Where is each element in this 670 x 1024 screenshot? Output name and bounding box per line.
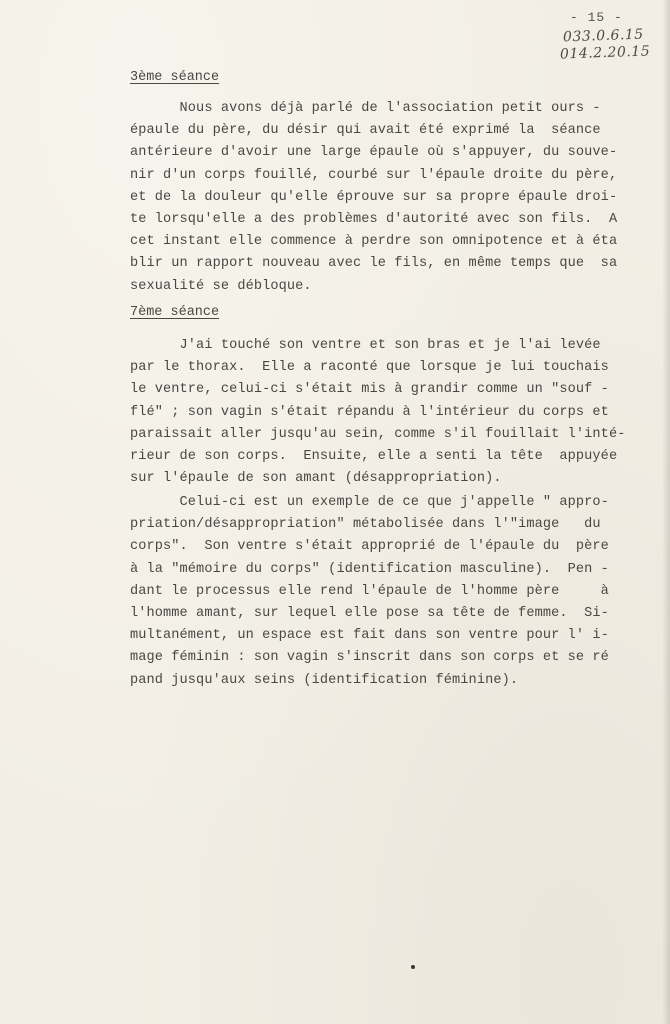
section-heading-3eme-seance: 3ème séance [130, 70, 220, 85]
ink-speck [411, 965, 415, 969]
paragraph-3eme-seance: Nous avons déjà parlé de l'association petit ours - épaule du père, du désir qui avait été exprimé la séance antérieure d'avoir une large épaule où s'appuyer, du souve- nir d'un corps fouillé, courbé sur l'épaule droite du père, et de la douleur qu'elle éprouve sur sa propre épaule droi- te lorsqu'elle a des problèmes d'autorité avec son fils. A cet instant elle commence à perdre son omnipotence et à éta blir un rapport nouveau avec le fils, en même temps que sa sexualité se débloque. [130, 101, 618, 294]
handwritten-reference-1: 033.0.6.15 [562, 26, 644, 46]
paragraph-7eme-seance-2: Celui-ci est un exemple de ce que j'appelle " appro- priation/désappropriation" métabolisée dans l'"image du corps". Son ventre s'était approprié de l'épaule du père à la "mémoire du corps" (identification masculine). Pen - dant le processus elle rend l'épaule de l'homme père à l'homme amant, sur lequel elle pose sa tête de femme. Si- multanément, un espace est fait dans son ventre pour l' i- mage féminin : son vagin s'inscrit dans son corps et se ré pand jusqu'aux seins (identification féminine). [130, 495, 609, 688]
page-edge-shadow [662, 0, 670, 1024]
page-number: - 15 - [570, 10, 623, 25]
section-heading-7eme-seance: 7ème séance [130, 305, 220, 320]
handwritten-reference-2: 014.2.20.15 [559, 43, 651, 63]
paragraph-7eme-seance-1: J'ai touché son ventre et son bras et je l'ai levée par le thorax. Elle a raconté que lorsque je lui touchais le ventre, celui-ci s'était mis à grandir comme un "souf - flé" ; son vagin s'était répandu à l'intérieur du corps et paraissait aller jusqu'au sein, comme s'il fouillait l'inté- rieur de son corps. Ensuite, elle a senti la tête appuyée sur l'épaule de son amant (désappropriation). [130, 338, 626, 487]
